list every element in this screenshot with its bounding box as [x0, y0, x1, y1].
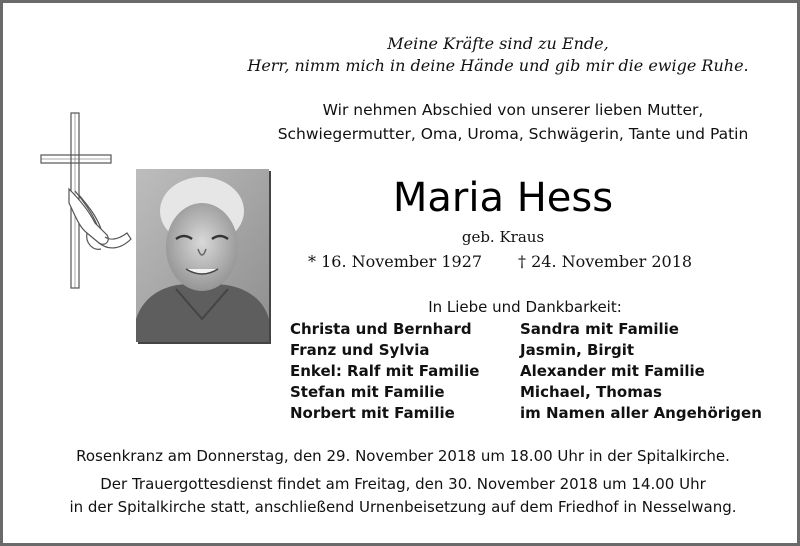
funeral-info-line-2: in der Spitalkirche statt, anschließend Urnenbeisetzung auf dem Friedhof in Nesselwang. [69, 498, 737, 516]
mourner-line: Norbert mit Familie [290, 404, 455, 422]
cross-with-praying-hands-icon [39, 111, 139, 291]
mourners-right-column [520, 319, 762, 424]
mourner-line: Jasmin, Birgit [520, 341, 635, 359]
intro-line-2: Schwiegermutter, Oma, Uroma, Schwägerin, Tante und Patin [277, 125, 749, 143]
birth-date: * 16. November 1927 [308, 252, 483, 271]
mourner-line: Christa und Bernhard [290, 320, 472, 338]
intro-line-1: Wir nehmen Abschied von unserer lieben Mutter, [322, 101, 704, 119]
mourner-line: Franz und Sylvia [290, 341, 430, 359]
birth-name: geb. Kraus [461, 228, 545, 246]
service-details [13, 445, 793, 519]
verse [223, 33, 773, 77]
mourner-line: Stefan mit Familie [290, 383, 445, 401]
verse-line-2: Herr, nimm mich in deine Hände und gib mir die ewige Ruhe. [247, 56, 749, 75]
intro-text [223, 98, 800, 146]
mourner-line: im Namen aller Angehörigen [520, 404, 762, 422]
mourner-line: Sandra mit Familie [520, 320, 679, 338]
funeral-info-line-1: Der Trauergottesdienst findet am Freitag, den 30. November 2018 um 14.00 Uhr [100, 475, 706, 493]
mourners-left-column [290, 319, 479, 424]
portrait-photo [136, 169, 269, 342]
verse-line-1: Meine Kräfte sind zu Ende, [387, 34, 609, 53]
rosary-info: Rosenkranz am Donnerstag, den 29. November 2018 um 18.00 Uhr in der Spitalkirche. [76, 447, 730, 465]
death-date: † 24. November 2018 [518, 252, 693, 271]
mourner-line: Enkel: Ralf mit Familie [290, 362, 480, 380]
deceased-name: Maria Hess [392, 175, 614, 221]
mourners-heading: In Liebe und Dankbarkeit: [428, 298, 622, 316]
mourner-line: Michael, Thomas [520, 383, 662, 401]
mourner-line: Alexander mit Familie [520, 362, 705, 380]
